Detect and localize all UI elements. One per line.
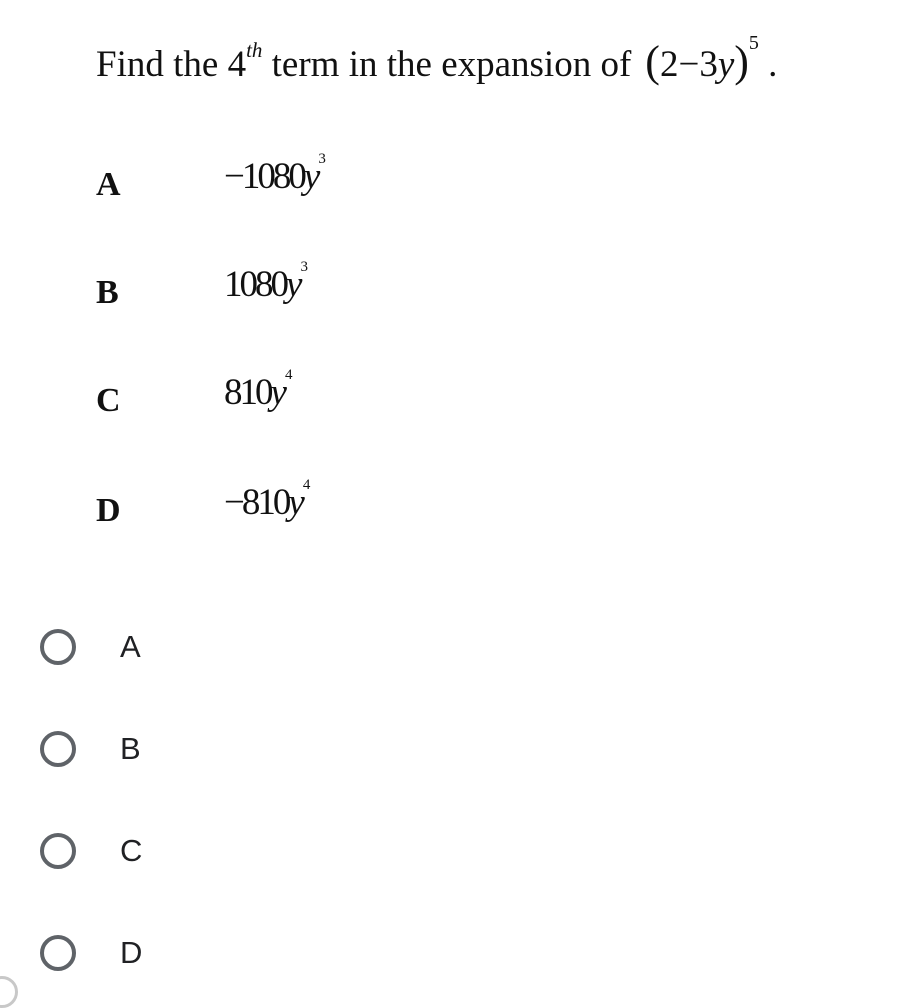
- radio-choice-a[interactable]: [40, 622, 141, 672]
- option-expression: [224, 150, 326, 197]
- binomial-expression: [645, 31, 759, 86]
- option-coefficient: 1080: [224, 264, 286, 305]
- radio-choice-d[interactable]: [40, 928, 142, 978]
- option-exponent: 4: [302, 476, 311, 493]
- option-coefficient: −810: [224, 482, 289, 523]
- radio-button-a[interactable]: [40, 629, 76, 665]
- option-exponent: 3: [318, 150, 326, 167]
- expr-close-paren: ): [734, 37, 749, 86]
- radio-button-d[interactable]: [40, 935, 76, 971]
- radio-button-c[interactable]: [40, 833, 76, 869]
- option-variable: y: [303, 156, 318, 197]
- ordinal-number: 4: [227, 44, 247, 85]
- expr-body-num: 2−3: [659, 44, 718, 85]
- option-exponent: 4: [284, 366, 293, 383]
- radio-choice-c[interactable]: [40, 826, 142, 876]
- option-letter: C: [96, 382, 121, 419]
- corner-circle-icon: [0, 976, 18, 1008]
- option-expression: [224, 366, 293, 413]
- radio-label-a[interactable]: A: [120, 629, 141, 664]
- radio-choice-b[interactable]: [40, 724, 141, 774]
- option-variable: y: [270, 372, 284, 413]
- question-prefix: Find the: [96, 44, 228, 85]
- radio-button-b[interactable]: [40, 731, 76, 767]
- question-text: [96, 31, 778, 86]
- option-expression: [224, 476, 311, 523]
- radio-label-c[interactable]: C: [120, 833, 143, 868]
- expr-open-paren: (: [645, 37, 660, 86]
- radio-label-d[interactable]: D: [120, 935, 143, 970]
- option-letter: D: [96, 492, 121, 529]
- option-variable: y: [286, 264, 300, 305]
- option-variable: y: [288, 482, 302, 523]
- option-letter: B: [96, 274, 119, 311]
- option-coefficient: −1080: [224, 156, 304, 197]
- option-expression: [224, 258, 308, 305]
- option-coefficient: 810: [224, 372, 271, 413]
- ordinal-suffix: th: [246, 37, 263, 62]
- option-exponent: 3: [300, 258, 308, 275]
- radio-label-b[interactable]: B: [120, 731, 141, 766]
- question-middle: term in the expansion of: [262, 44, 632, 85]
- expr-body-var: y: [717, 44, 735, 85]
- option-letter: A: [96, 166, 121, 203]
- question-end: .: [758, 44, 778, 85]
- expr-exponent: 5: [748, 31, 759, 54]
